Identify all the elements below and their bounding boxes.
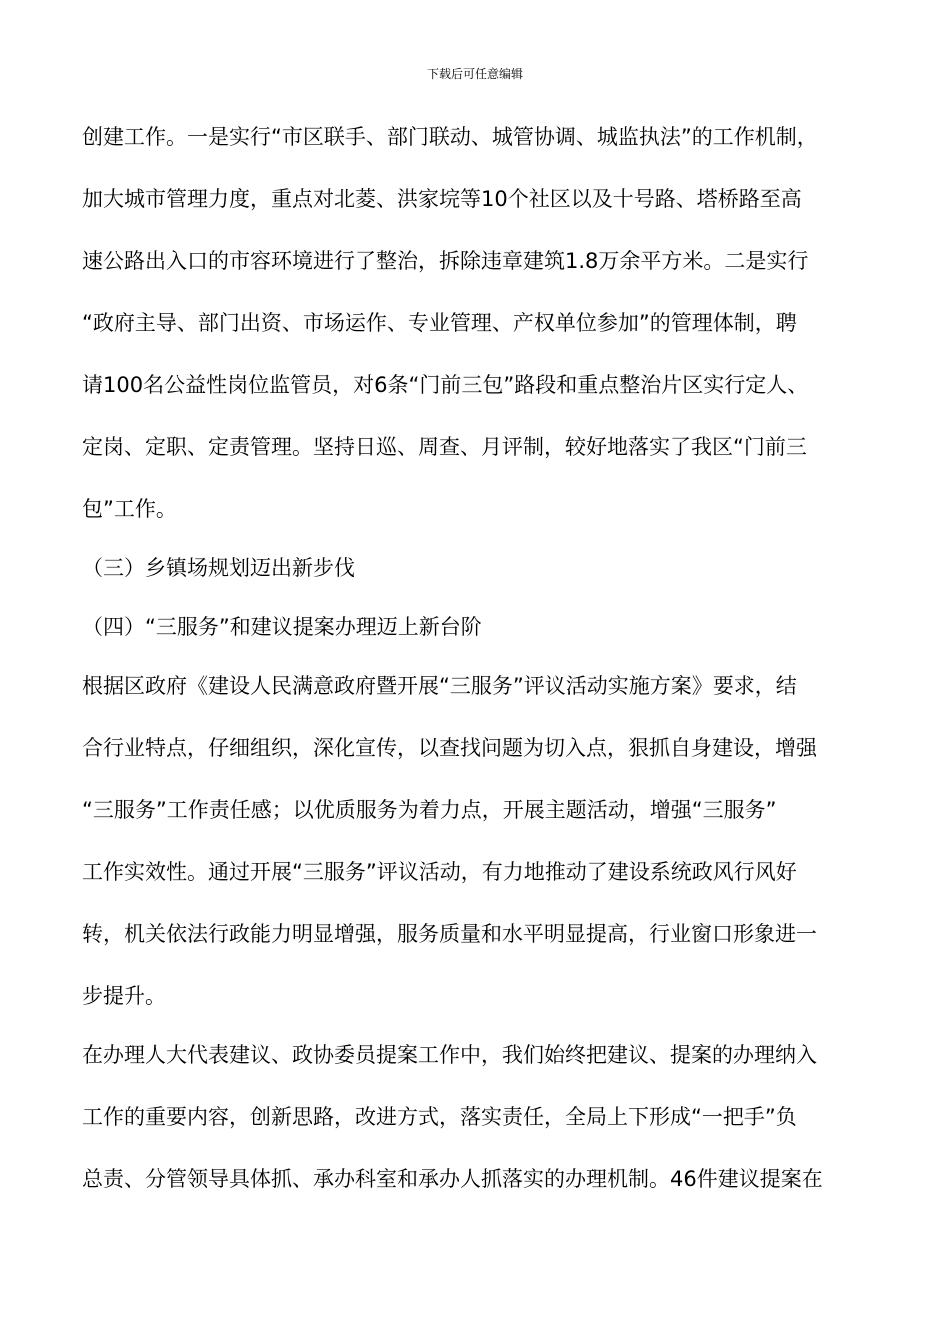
page-header: 下载后可任意编辑 bbox=[426, 67, 523, 81]
text-line: 请100名公益性岗位监管员，对6条“门前三包”路段和重点整治片区实行定人、 bbox=[82, 373, 809, 397]
text-line: 转，机关依法行政能力明显增强，服务质量和水平明显提高，行业窗口形象进一 bbox=[82, 922, 817, 946]
text-line: 定岗、定职、定责管理。坚持日巡、周查、月评制，较好地落实了我区“门前三 bbox=[82, 435, 807, 459]
text-line: 在办理人大代表建议、政协委员提案工作中，我们始终把建议、提案的办理纳入 bbox=[82, 1043, 817, 1067]
text-line: 速公路出入口的市容环境进行了整治，拆除违章建筑1.8万余平方米。二是实行 bbox=[82, 249, 809, 273]
text-line: 加大城市管理力度，重点对北菱、洪家垸等10个社区以及十号路、塔桥路至高 bbox=[82, 187, 802, 211]
text-line: 合行业特点，仔细组织，深化宣传，以查找问题为切入点，狠抓自身建设，增强 bbox=[82, 736, 817, 760]
section-heading: （四）“三服务”和建议提案办理迈上新台阶 bbox=[82, 615, 482, 639]
section-heading: （三）乡镇场规划迈出新步伐 bbox=[82, 556, 355, 580]
text-line: 工作实效性。通过开展“三服务”评议活动，有力地推动了建设系统政风行风好 bbox=[82, 860, 797, 884]
text-line: “三服务”工作责任感；以优质服务为着力点，开展主题活动，增强“三服务” bbox=[82, 798, 777, 822]
text-line: “政府主导、部门出资、市场运作、专业管理、产权单位参加”的管理体制，聘 bbox=[82, 311, 797, 335]
text-line: 工作的重要内容，创新思路，改进方式，落实责任，全局上下形成“一把手”负 bbox=[82, 1105, 797, 1129]
text-line: 包”工作。 bbox=[82, 497, 177, 521]
text-line: 根据区政府《建设人民满意政府暨开展“三服务”评议活动实施方案》要求，结 bbox=[82, 674, 797, 698]
text-line: 创建工作。一是实行“市区联手、部门联动、城管协调、城监执法”的工作机制， bbox=[82, 125, 818, 149]
text-line: 步提升。 bbox=[82, 984, 166, 1008]
text-line: 总责、分管领导具体抓、承办科室和承办人抓落实的办理机制。46件建议提案在 bbox=[82, 1167, 823, 1191]
